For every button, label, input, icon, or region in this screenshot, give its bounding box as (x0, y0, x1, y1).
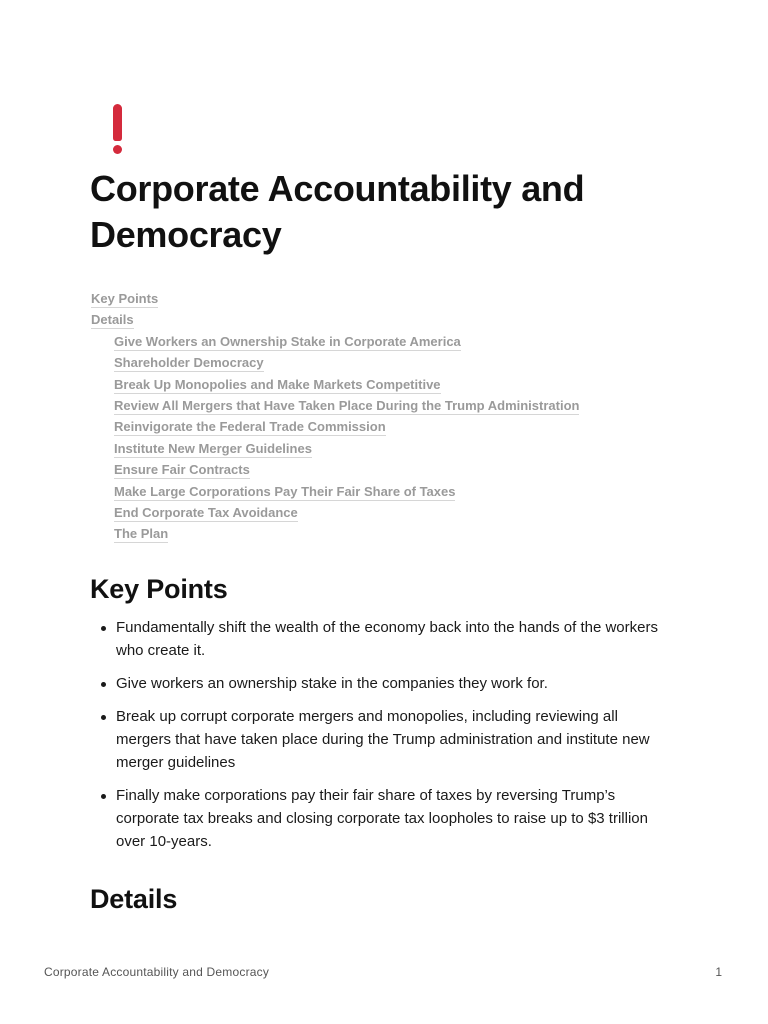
list-item: Finally make corporations pay their fair share of taxes by reversing Trump’s corporate tax breaks and closing corporate tax loopholes to raise up to $3 trillion over 10-years. (116, 784, 676, 853)
toc-link-details[interactable]: Details (91, 312, 134, 328)
toc-link-fair-share-taxes[interactable]: Make Large Corporations Pay Their Fair Share of Taxes (114, 483, 456, 499)
table-of-contents (91, 288, 579, 545)
exclamation-mark-bar (113, 104, 122, 141)
toc-link-break-up-monopolies[interactable]: Break Up Monopolies and Make Markets Competitive (114, 376, 441, 392)
footer-document-title: Corporate Accountability and Democracy (44, 965, 270, 979)
toc-link-tax-avoidance[interactable]: End Corporate Tax Avoidance (114, 504, 298, 520)
toc-link-reinvigorate-ftc[interactable]: Reinvigorate the Federal Trade Commission (114, 419, 386, 435)
list-item: Fundamentally shift the wealth of the economy back into the hands of the workers who create it. (116, 616, 676, 662)
toc-link-the-plan[interactable]: The Plan (114, 526, 169, 542)
exclamation-mark-icon (112, 104, 124, 156)
page-title: Corporate Accountability and Democracy (90, 168, 585, 255)
toc-link-merger-guidelines[interactable]: Institute New Merger Guidelines (114, 440, 312, 456)
key-points-heading: Key Points (90, 574, 228, 604)
key-points-list (116, 616, 676, 863)
footer-page-number: 1 (715, 965, 722, 979)
list-item: Give workers an ownership stake in the companies they work for. (116, 672, 676, 695)
toc-link-ownership-stake[interactable]: Give Workers an Ownership Stake in Corporate America (114, 333, 461, 349)
toc-link-review-mergers[interactable]: Review All Mergers that Have Taken Place During the Trump Administration (114, 397, 580, 413)
exclamation-mark-dot (113, 145, 122, 154)
list-item: Break up corrupt corporate mergers and monopolies, including reviewing all mergers that have taken place during the Trump administration and institute new merger guidelines (116, 705, 676, 774)
toc-link-key-points[interactable]: Key Points (91, 291, 159, 306)
details-heading: Details (90, 884, 178, 914)
toc-link-shareholder-democracy[interactable]: Shareholder Democracy (114, 355, 264, 371)
toc-link-fair-contracts[interactable]: Ensure Fair Contracts (114, 462, 250, 478)
